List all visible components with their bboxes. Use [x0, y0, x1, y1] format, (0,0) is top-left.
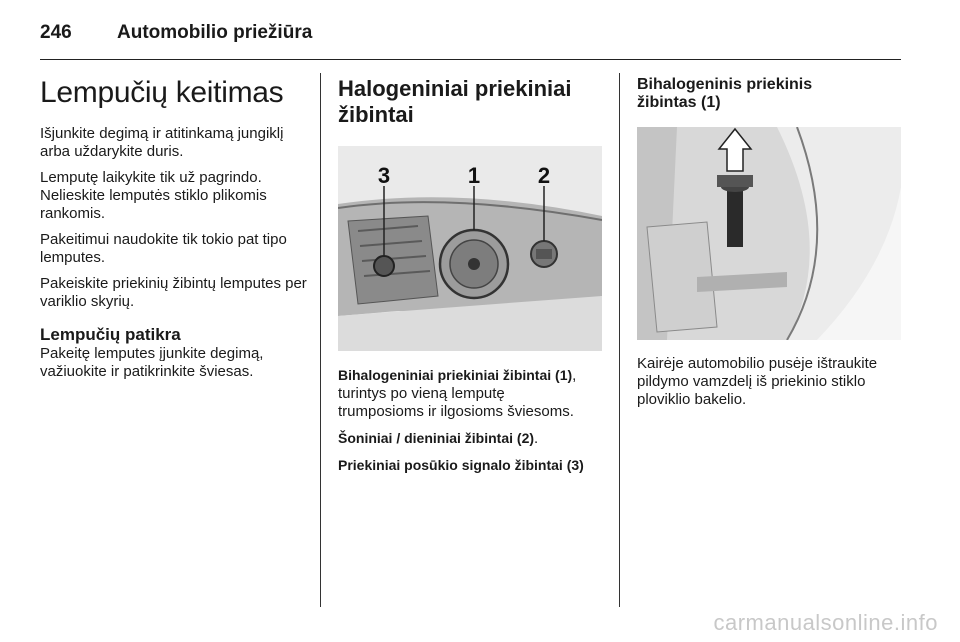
headlight-assembly-illustration — [338, 146, 602, 351]
section-title: Lempučių keitimas — [40, 76, 284, 109]
title-line-1: Halogeniniai priekiniai — [338, 76, 572, 101]
column-halogen-text — [338, 366, 603, 475]
item-bihalogen-comma: , — [572, 367, 577, 384]
column-bihalogen-headlight — [637, 70, 902, 112]
item-turn-signals — [338, 456, 603, 475]
washer-drawing — [637, 127, 901, 340]
column-lamp-replacement — [40, 70, 308, 381]
title-line-1: Bihalogeninis priekinis — [637, 76, 813, 93]
item-side-lights — [338, 429, 603, 448]
header-rule — [40, 59, 901, 60]
item-bihalogen — [338, 366, 603, 421]
paragraph-engine-bay: Pakeiskite priekinių žibintų lemputes per variklio skyrių. — [40, 275, 307, 310]
item-side-lights-bold: Šoniniai / dieniniai žibintai (2) — [338, 430, 535, 446]
paragraph-remove-filler: Kairėje automobilio pusėje ištraukite pildymo vamzdelį iš priekinio stiklo ploviklio bakelio. — [637, 355, 878, 408]
section-title-halogen — [338, 76, 603, 128]
item-bihalogen-bold: Bihalogeniniai priekiniai žibintai (1) — [338, 367, 573, 383]
headlight-drawing — [338, 146, 602, 351]
washer-fluid-filler-illustration — [637, 127, 901, 340]
column-divider-1 — [320, 73, 321, 607]
page-number: 246 — [40, 22, 72, 43]
title-line-2: žibintas (1) — [637, 94, 721, 111]
figure-label-2: 2 — [537, 163, 551, 188]
paragraph-same-type: Pakeitimui naudokite tik tokio pat tipo lemputes. — [40, 231, 287, 266]
column-bihalogen-text — [637, 355, 902, 409]
column-divider-2 — [619, 73, 620, 607]
column-halogen-headlights — [338, 70, 603, 128]
item-turn-signals-bold: Priekiniai posūkio signalo žibintai (3) — [338, 457, 584, 473]
paragraph-lamp-check: Pakeitę lemputes įjunkite degimą, važiuokite ir patikrinkite šviesas. — [40, 345, 264, 380]
item-side-lights-dot: . — [534, 430, 539, 447]
chapter-title: Automobilio priežiūra — [117, 22, 313, 43]
watermark: carmanualsonline.info — [713, 610, 938, 635]
section-title-bihalogen — [637, 76, 902, 112]
paragraph-ignition: Išjunkite degimą ir atitinkamą jungiklį arba uždarykite duris. — [40, 125, 284, 160]
subheading-lamp-check: Lempučių patikra — [40, 325, 181, 344]
paragraph-hold-bulb: Lemputę laikykite tik už pagrindo. Nelieskite lemputės stiklo plikomis rankomis. — [40, 169, 267, 222]
item-bihalogen-desc-1: turintys po vieną lemputę — [338, 385, 505, 402]
item-bihalogen-desc-2: trumposioms ir ilgosioms šviesoms. — [338, 403, 574, 420]
title-line-2: žibintai — [338, 102, 414, 127]
figure-label-1: 1 — [467, 163, 481, 188]
figure-label-3: 3 — [377, 163, 391, 188]
